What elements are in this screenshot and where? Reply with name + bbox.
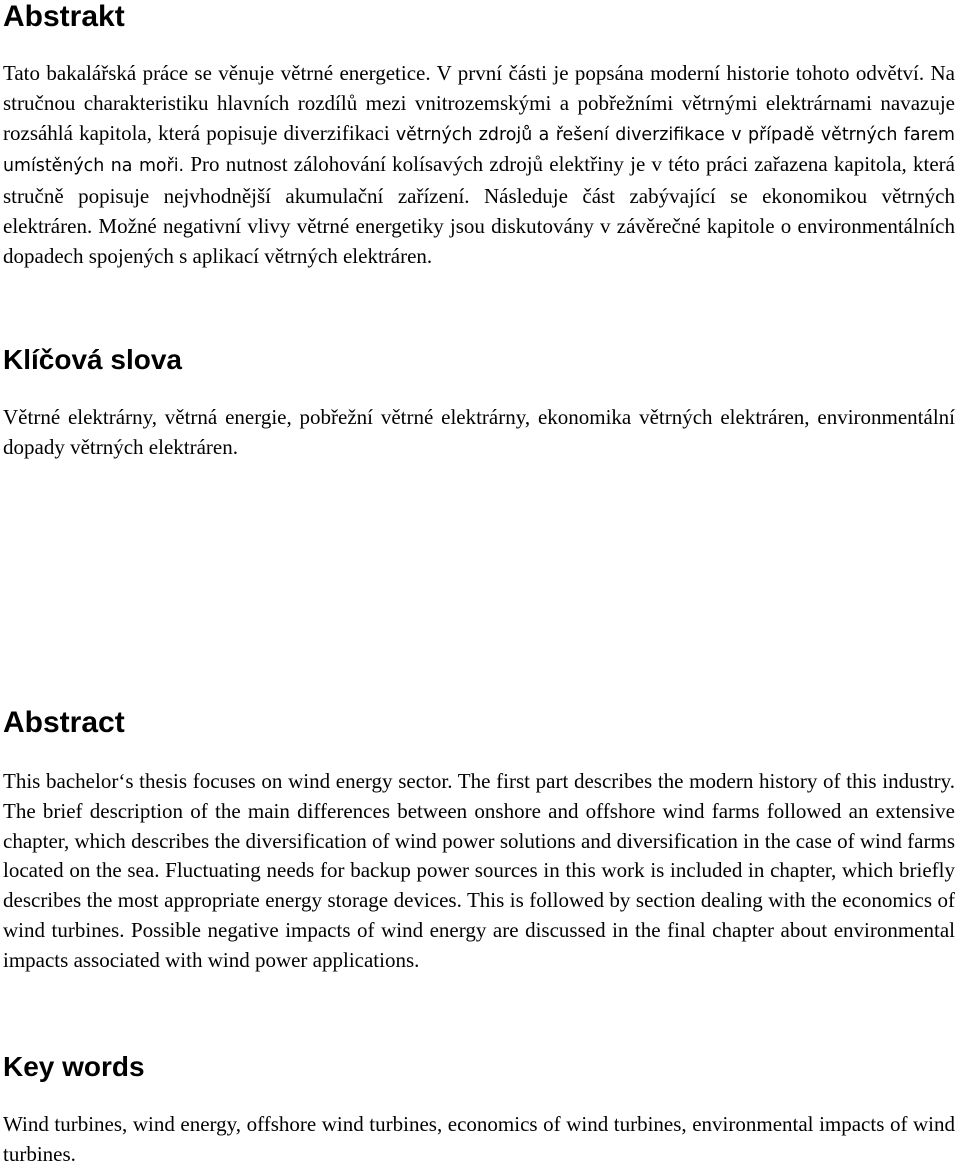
- abstrakt-text-part-2: Pro nutnost zálohování kolísavých zdrojů elektřiny je v této práci zařazena kapitola, která stručně popisuje nejvhodnější akumulační zařízení. Následuje část zabývající se ekonomikou větrných elektráren. Možné negativní vlivy větrné energetiky jsou diskutovány v závěrečné kapitole o environmentálních dopadech spojených s aplikací větrných elektráren.: [3, 152, 955, 268]
- abstract-heading: Abstract: [3, 706, 125, 739]
- key-words-paragraph: Wind turbines, wind energy, offshore wind turbines, economics of wind turbines, environmental impacts of wind turbines.: [3, 1112, 955, 1166]
- abstrakt-text-part-1: Tato bakalářská práce se věnuje větrné energetice. V první části je popsána moderní historie tohoto odvětví. Na stručnou charakteristiku hlavních rozdílů mezi vnitrozemskými a pobřežními větrnými elektrárnami navazuje rozsáhlá kapitola, která popisuje diverzifikaci: [3, 61, 955, 145]
- key-words-heading: Key words: [3, 1051, 145, 1082]
- abstract-paragraph: This bachelor‘s thesis focuses on wind energy sector. The first part describes the modern history of this industry. The brief description of the main differences between onshore and offshore wind farms followed an extensive chapter, which describes the diversification of wind power solutions and diversification in the case of wind farms located on the sea. Fluctuating needs for backup power sources in this work is included in chapter, which briefly describes the most appropriate energy storage devices. This is followed by section dealing with the economics of wind turbines. Possible negative impacts of wind energy are discussed in the final chapter about environmental impacts associated with wind power applications.: [3, 769, 955, 972]
- abstrakt-text-sans-part: větrných zdrojů a řešení diverzifikace v případě větrných farem umístěných na moři.: [3, 124, 955, 177]
- klicova-slova-heading: Klíčová slova: [3, 344, 182, 375]
- abstrakt-heading: Abstrakt: [3, 0, 125, 33]
- abstrakt-paragraph: [3, 59, 955, 272]
- klicova-slova-paragraph: Větrné elektrárny, větrná energie, pobřežní větrné elektrárny, ekonomika větrných elektráren, environmentální dopady větrných elektráren.: [3, 405, 955, 459]
